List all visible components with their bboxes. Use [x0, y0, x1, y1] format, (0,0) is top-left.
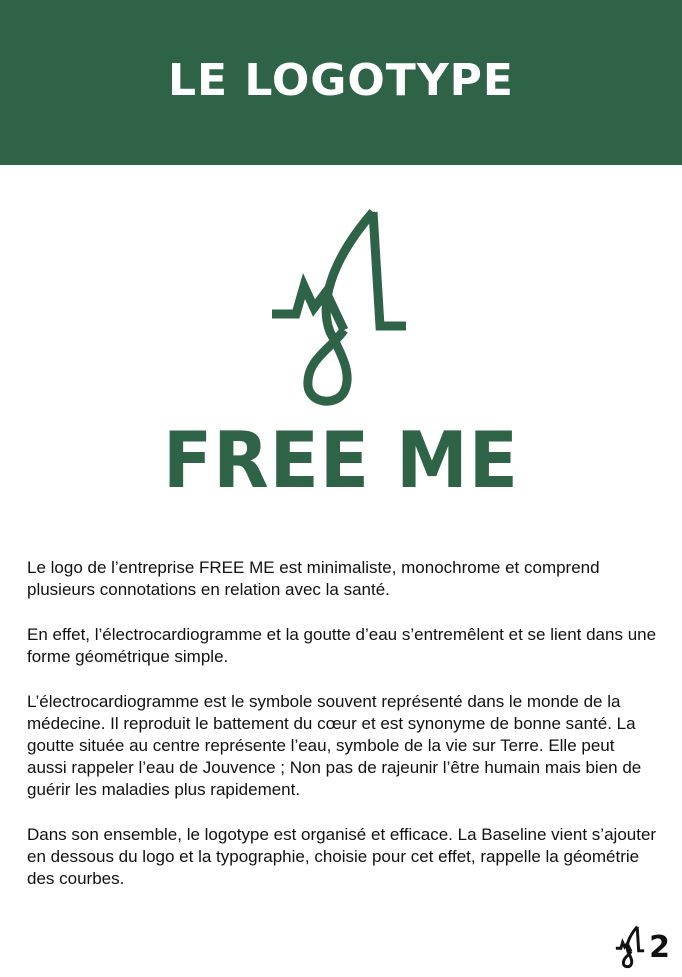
paragraph: En effet, l’électrocardiogramme et la goutte d’eau s’entremêlent et se lient dans une forme géométrique simple.: [27, 625, 657, 666]
body-text: [27, 557, 657, 913]
page-footer: [615, 925, 670, 969]
paragraph: Le logo de l’entreprise FREE ME est minimaliste, monochrome et comprend plusieurs connotations en relation avec la santé.: [27, 558, 600, 599]
ecg-drop-small-icon: [615, 925, 645, 969]
paragraph: Dans son ensemble, le logotype est organisé et efficace. La Baseline vient s’ajouter en dessous du logo et la typographie, choisie pour cet effet, rappelle la géométrie des courbes.: [27, 825, 657, 888]
paragraph: L’électrocardiogramme est le symbole souvent représenté dans le monde de la médecine. Il reproduit le battement du cœur et est synonyme de bonne santé. La goutte située au centre représente l’eau, symbole de la vie sur Terre. Elle peut aussi rappeler l’eau de Jouvence ; Non pas de rajeunir l’être humain mais bien de guérir les maladies plus rapidement.: [27, 692, 642, 799]
page-number: 2: [649, 929, 670, 965]
page-title: LE LOGOTYPE: [168, 55, 514, 106]
ecg-drop-logo-icon: [268, 208, 410, 408]
brand-wordmark: FREE ME: [163, 414, 519, 506]
header-banner: [0, 0, 682, 165]
